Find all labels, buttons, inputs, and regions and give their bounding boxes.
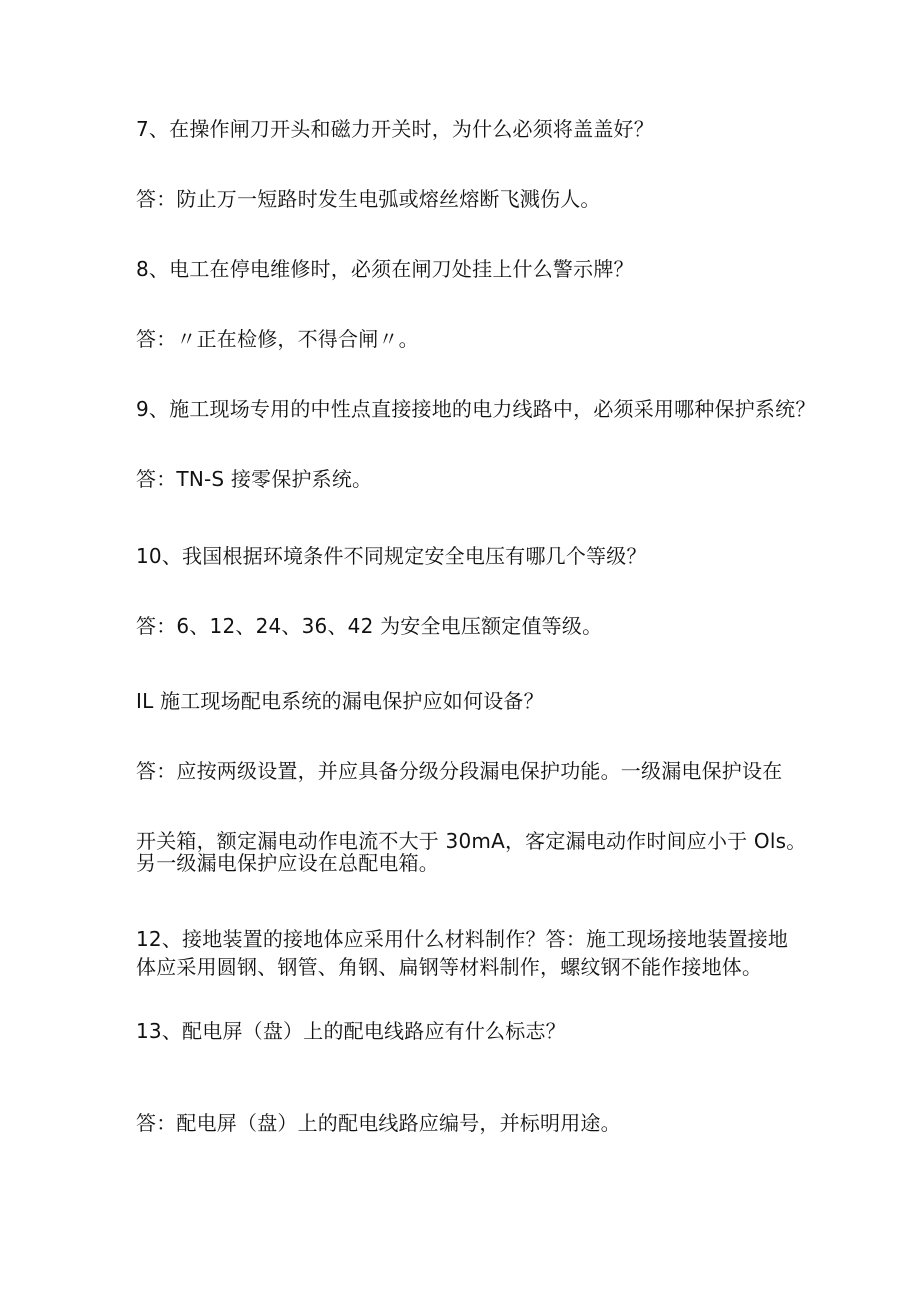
answer-10: 答：6、12、24、36、42 为安全电压额定值等级。 <box>136 614 603 638</box>
answer-11-line-2: 开关箱，额定漏电动作电流不大于 30mA，客定漏电动作时间应小于 Ols。 <box>136 829 807 853</box>
question-7: 7、在操作闸刀开头和磁力开关时，为什么必须将盖盖好？ <box>136 117 654 141</box>
answer-13: 答：配电屏（盘）上的配电线路应编号，并标明用途。 <box>136 1111 621 1135</box>
question-8: 8、电工在停电维修时，必须在闸刀处挂上什么警示牌？ <box>136 257 634 281</box>
question-10: 10、我国根据环境条件不同规定安全电压有哪几个等级？ <box>136 544 647 568</box>
question-12-line-2: 体应采用圆钢、钢管、角钢、扁钢等材料制作，螺纹钢不能作接地体。 <box>136 955 763 979</box>
answer-9: 答：TN-S 接零保护系统。 <box>136 467 373 491</box>
question-13: 13、配电屏（盘）上的配电线路应有什么标志？ <box>136 1019 566 1043</box>
question-12-line-1: 12、接地装置的接地体应采用什么材料制作？答：施工现场接地装置接地 <box>136 927 789 951</box>
answer-8: 答：〃正在检修，不得合闸〃。 <box>136 327 419 351</box>
question-9: 9、施工现场专用的中性点直接接地的电力线路中，必须采用哪种保护系统？ <box>136 397 816 421</box>
answer-7: 答：防止万一短路时发生电弧或熔丝熔断飞溅伤人。 <box>136 187 601 211</box>
answer-11-line-3: 另一级漏电保护应设在总配电箱。 <box>136 851 439 875</box>
answer-11-line-1: 答：应按两级设置，并应具备分级分段漏电保护功能。一级漏电保护设在 <box>136 759 783 783</box>
question-11: IL 施工现场配电系统的漏电保护应如何设备？ <box>136 689 544 713</box>
